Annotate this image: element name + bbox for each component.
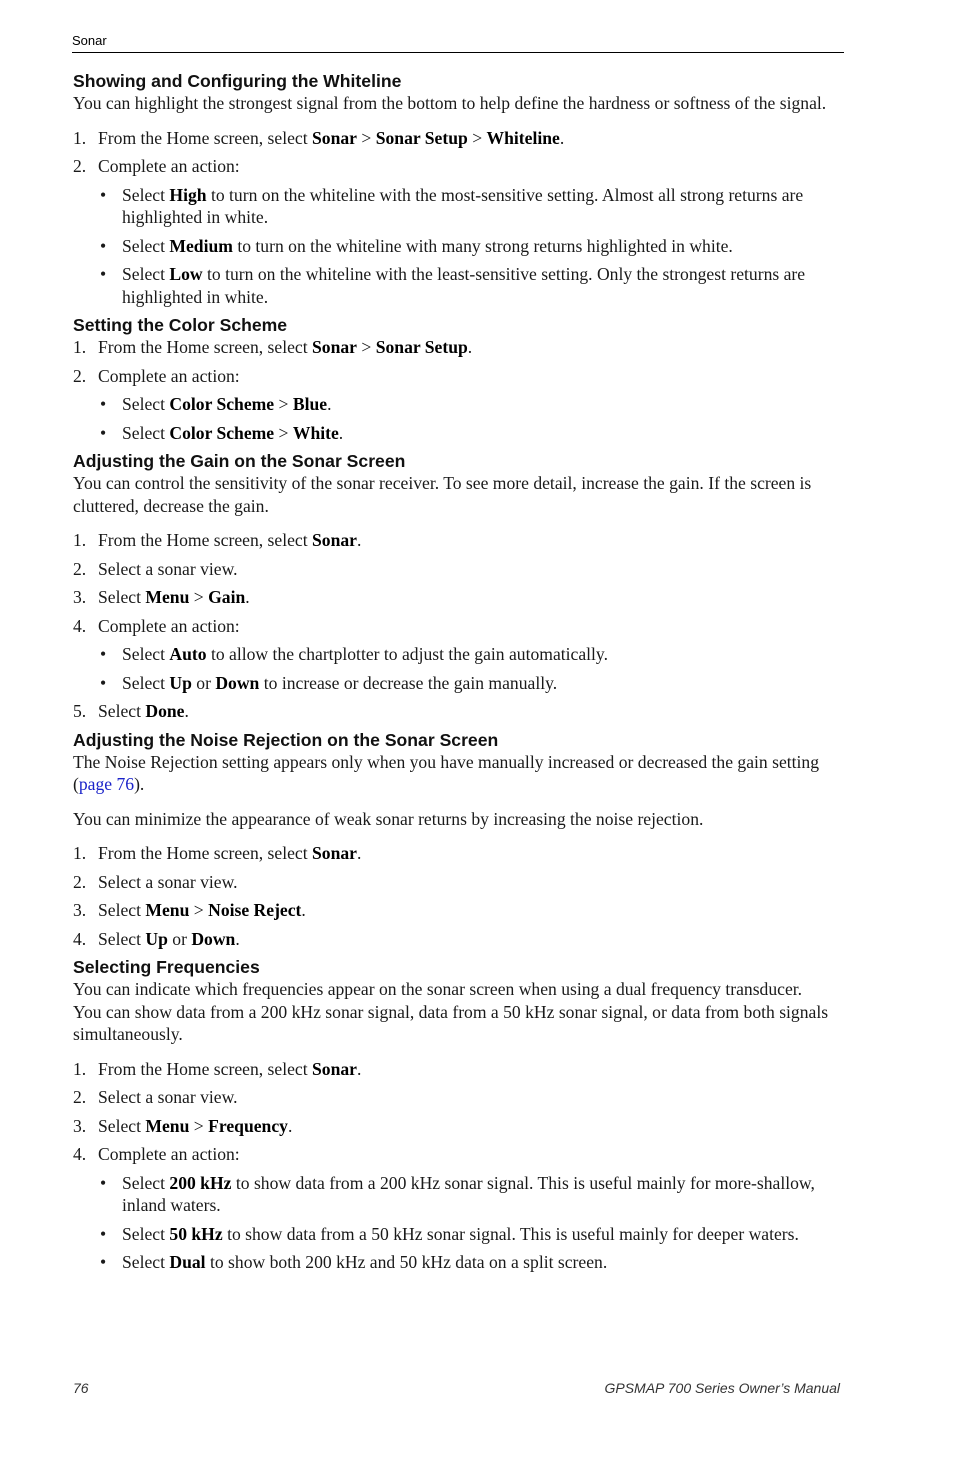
step-item: 4. Select Up or Down.	[73, 928, 240, 949]
section-heading: Selecting Frequencies	[73, 957, 260, 977]
step-item: 4. Complete an action: • Select 200 kHz to show data from a 200 kHz sonar signal. This is useful mainly for more-shallow, inland waters. • Select 50 kHz to show data from a 50 kHz sonar signal. This is useful mainly for deeper waters. • Select Dual to show both 200 kHz and 50 kHz data on a split screen.	[73, 1143, 833, 1274]
section-intro: You can indicate which frequencies appear on the sonar screen when using a dual frequency transducer. You can show data from a 200 kHz sonar signal, data from a 50 kHz sonar signal, or data from both signals simultaneously.	[73, 979, 829, 1044]
section-heading: Adjusting the Noise Rejection on the Sonar Screen	[73, 729, 499, 750]
page-number: 76	[73, 1380, 89, 1396]
running-head: Sonar	[72, 33, 107, 48]
option-item: • Select 200 kHz to show data from a 200 kHz sonar signal. This is useful mainly for more-shallow, inland waters.	[100, 1172, 815, 1215]
option-item: • Select Up or Down to increase or decrease the gain manually.	[100, 672, 558, 693]
step-item: 4. Complete an action: • Select Auto to allow the chartplotter to adjust the gain automatically. • Select Up or Down to increase or decrease the gain manually.	[73, 615, 833, 695]
option-list	[73, 1172, 833, 1274]
step-item: 2. Select a sonar view.	[73, 1087, 238, 1107]
section-heading: Setting the Color Scheme	[73, 315, 288, 335]
step-list	[73, 336, 833, 444]
step-item: 1. From the Home screen, select Sonar > Sonar Setup.	[73, 337, 473, 357]
section-intro-2: You can minimize the appearance of weak sonar returns by increasing the noise rejection.	[73, 808, 704, 829]
page-link[interactable]: page 76	[78, 774, 135, 794]
section-heading: Adjusting the Gain on the Sonar Screen	[73, 451, 406, 471]
step-list	[73, 127, 833, 309]
option-item: • Select Dual to show both 200 kHz and 50 kHz data on a split screen.	[100, 1252, 608, 1272]
section-intro: The Noise Rejection setting appears only when you have manually increased or decreased the gain setting (page 76).	[73, 751, 820, 794]
section-noise-rejection	[73, 729, 833, 951]
option-item: • Select Color Scheme > Blue.	[100, 394, 332, 414]
step-list	[73, 1058, 833, 1274]
step-item: 2. Select a sonar view.	[73, 558, 238, 579]
option-item: • Select Auto to allow the chartplotter to adjust the gain automatically.	[100, 644, 608, 664]
option-item: • Select 50 kHz to show data from a 50 kHz sonar signal. This is useful mainly for deeper waters.	[100, 1223, 799, 1244]
manual-title: GPSMAP 700 Series Owner’s Manual	[604, 1380, 840, 1396]
step-item: 2. Complete an action: • Select Color Scheme > Blue. • Select Color Scheme > White.	[73, 365, 833, 445]
option-list	[73, 393, 833, 444]
step-list	[73, 842, 833, 950]
step-item: 1. From the Home screen, select Sonar.	[73, 530, 362, 550]
section-frequencies	[73, 956, 833, 1274]
option-list	[73, 184, 833, 309]
section-intro: You can control the sensitivity of the sonar receiver. To see more detail, increase the gain. If the screen is cluttered, decrease the gain.	[73, 473, 812, 516]
section-heading: Showing and Configuring the Whiteline	[73, 71, 402, 91]
step-item: 1. From the Home screen, select Sonar > Sonar Setup > Whiteline.	[73, 127, 565, 148]
step-item: 3. Select Menu > Gain.	[73, 587, 250, 607]
step-item: 5. Select Done.	[73, 701, 189, 721]
option-item: • Select High to turn on the whiteline with the most-sensitive setting. Almost all strong returns are highlighted in white.	[100, 184, 804, 227]
option-list	[73, 643, 833, 694]
step-item: 1. From the Home screen, select Sonar.	[73, 843, 362, 863]
section-intro: You can highlight the strongest signal from the bottom to help define the hardness or softness of the signal.	[73, 93, 827, 113]
step-item: 2. Complete an action: • Select High to turn on the whiteline with the most-sensitive setting. Almost all strong returns are highlighted in white. • Select Medium to turn on the whiteline with many strong returns highlighted in white. • Select Low to turn on the whiteline with the least-sensitive setting. Only the strongest returns are highlighted in white.	[73, 155, 833, 308]
step-item: 2. Select a sonar view.	[73, 871, 238, 892]
option-item: • Select Medium to turn on the whiteline with many strong returns highlighted in white.	[100, 235, 733, 256]
header-rule	[72, 52, 844, 53]
section-gain	[73, 450, 833, 723]
option-item: • Select Color Scheme > White.	[100, 422, 344, 443]
page-content	[73, 70, 833, 1280]
section-color-scheme	[73, 314, 833, 444]
step-item: 3. Select Menu > Frequency.	[73, 1115, 293, 1136]
section-whiteline	[73, 70, 833, 308]
option-item: • Select Low to turn on the whiteline with the least-sensitive setting. Only the strongest returns are highlighted in white.	[100, 264, 806, 307]
step-list	[73, 529, 833, 723]
step-item: 3. Select Menu > Noise Reject.	[73, 900, 306, 920]
step-item: 1. From the Home screen, select Sonar.	[73, 1058, 362, 1079]
